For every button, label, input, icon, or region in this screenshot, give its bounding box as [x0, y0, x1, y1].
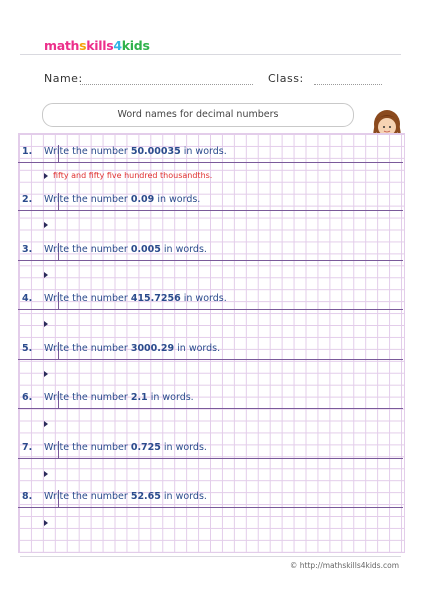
answer-arrow-icon: [44, 371, 48, 377]
question-row: [18, 145, 403, 163]
class-label: Class:: [268, 72, 304, 85]
question-text: Write the number 3000.29 in words.: [44, 343, 221, 354]
question-number: 7.: [22, 442, 33, 453]
question-value: 2.1: [130, 392, 148, 403]
question-value: 3000.29: [130, 343, 175, 354]
site-logo: [44, 38, 150, 53]
question-number: 8.: [22, 491, 33, 502]
question-text: Write the number 0.09 in words.: [44, 194, 201, 205]
question-number: 3.: [22, 244, 33, 255]
logo-part: math: [44, 38, 80, 53]
answer-text[interactable]: fifty and fifty five hundred thousandths.: [53, 171, 213, 180]
logo-part: kills: [86, 38, 114, 53]
question-text: Write the number 2.1 in words.: [44, 392, 194, 403]
answer-arrow-icon: [44, 520, 48, 526]
answer-arrow-icon: [44, 272, 48, 278]
question-value: 50.00035: [130, 146, 181, 157]
question-row: [18, 490, 403, 508]
answer-arrow-icon: [44, 471, 48, 477]
answer-arrow-icon: [44, 321, 48, 327]
question-value: 52.65: [130, 491, 161, 502]
logo-part: 4: [113, 38, 122, 53]
class-field[interactable]: [314, 84, 382, 85]
logo-part: kids: [121, 38, 150, 53]
question-row: [18, 441, 403, 459]
question-row: [18, 292, 403, 310]
logo-part: s: [79, 38, 87, 53]
name-field[interactable]: [80, 84, 253, 85]
answer-arrow-icon: [44, 222, 48, 228]
question-row: [18, 193, 403, 211]
answer-arrow-icon: [44, 421, 48, 427]
question-number: 1.: [22, 146, 33, 157]
question-text: Write the number 50.00035 in words.: [44, 146, 227, 157]
answer-arrow-icon: [44, 173, 48, 179]
question-number: 5.: [22, 343, 33, 354]
question-number: 2.: [22, 194, 33, 205]
question-row: [18, 243, 403, 261]
header-divider: [20, 54, 401, 55]
footer-divider: [20, 556, 401, 557]
question-text: Write the number 415.7256 in words.: [44, 293, 227, 304]
question-row: [18, 342, 403, 360]
question-row: [18, 391, 403, 409]
question-text: Write the number 0.005 in words.: [44, 244, 207, 255]
question-number: 4.: [22, 293, 33, 304]
footer-copyright: © http://mathskills4kids.com: [289, 561, 399, 570]
question-text: Write the number 52.65 in words.: [44, 491, 207, 502]
question-text: Write the number 0.725 in words.: [44, 442, 207, 453]
question-value: 0.725: [130, 442, 161, 453]
question-value: 0.09: [130, 194, 155, 205]
name-label: Name:: [44, 72, 83, 85]
question-value: 415.7256: [130, 293, 181, 304]
question-value: 0.005: [130, 244, 161, 255]
question-number: 6.: [22, 392, 33, 403]
worksheet-title: Word names for decimal numbers: [42, 103, 354, 127]
